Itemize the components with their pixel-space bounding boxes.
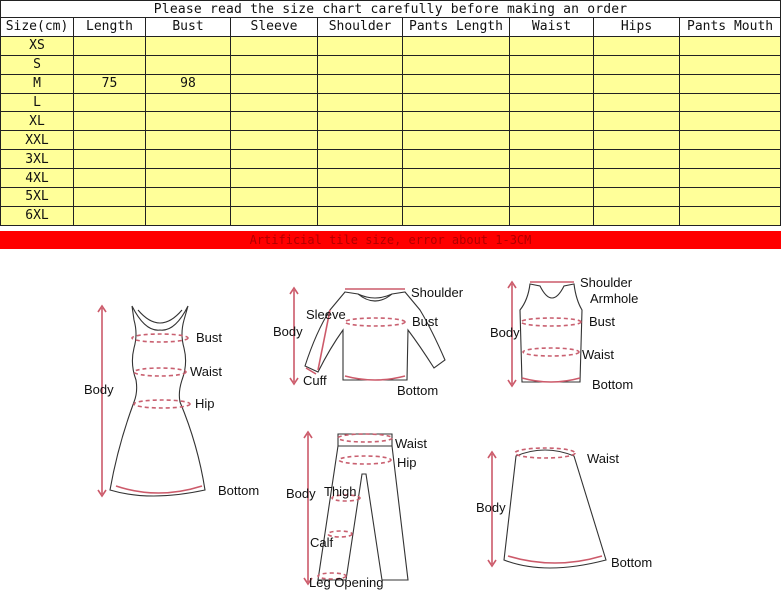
- measurement-cell: [318, 112, 403, 131]
- measurement-cell: [403, 112, 510, 131]
- table-row: [1, 74, 781, 93]
- dress-waist-line: [134, 368, 186, 376]
- measurement-cell: [594, 112, 680, 131]
- header-cell: Sleeve: [231, 18, 318, 37]
- measurement-cell: [231, 150, 318, 169]
- measurement-cell: [594, 169, 680, 188]
- measurement-cell: [510, 131, 594, 150]
- table-row: [1, 36, 781, 55]
- measurement-cell: [594, 55, 680, 74]
- measurement-cell: [594, 36, 680, 55]
- header-cell: Pants Mouth: [680, 18, 781, 37]
- vest-label-bust: Bust: [589, 314, 616, 329]
- measurement-cell: [146, 206, 231, 225]
- skirt-label-bottom: Bottom: [611, 555, 653, 570]
- pants-label-hip: Hip: [397, 455, 417, 470]
- measurement-cell: 98: [146, 74, 231, 93]
- measurement-cell: [146, 131, 231, 150]
- measurement-cell: [680, 150, 781, 169]
- size-chart-title: Please read the size chart carefully before making an order: [1, 1, 781, 18]
- skirt-label-body: Body: [476, 500, 506, 515]
- measurement-cell: [510, 169, 594, 188]
- measurement-cell: [74, 150, 146, 169]
- shirt-label-cuff: Cuff: [303, 373, 327, 388]
- measurement-cell: [510, 206, 594, 225]
- measurement-cell: [510, 36, 594, 55]
- shirt-label-shoulder: Shoulder: [411, 285, 464, 300]
- measurement-cell: [594, 188, 680, 207]
- header-cell: Hips: [594, 18, 680, 37]
- measurement-cell: [680, 93, 781, 112]
- skirt-label-waist: Waist: [587, 451, 620, 466]
- measurement-cell: [680, 36, 781, 55]
- vest-outline: [520, 284, 582, 382]
- measurement-cell: [594, 206, 680, 225]
- measurement-cell: [403, 36, 510, 55]
- table-row: [1, 169, 781, 188]
- measurement-cell: [74, 206, 146, 225]
- measurement-cell: [318, 188, 403, 207]
- measurement-cell: [403, 150, 510, 169]
- table-row: [1, 55, 781, 74]
- size-label-cell: 4XL: [1, 169, 74, 188]
- shirt-label-bust: Bust: [412, 314, 439, 329]
- measurement-cell: [680, 112, 781, 131]
- dress-label-body: Body: [84, 382, 114, 397]
- skirt-diagram: [476, 448, 652, 570]
- measurement-cell: [510, 150, 594, 169]
- measurement-cell: [74, 112, 146, 131]
- size-label-cell: XS: [1, 36, 74, 55]
- measurement-cell: [680, 206, 781, 225]
- pants-hip-line: [339, 456, 391, 464]
- measurement-cell: [403, 169, 510, 188]
- vest-label-waist: Waist: [582, 347, 615, 362]
- measurement-cell: [403, 74, 510, 93]
- measurement-cell: [680, 74, 781, 93]
- measurement-cell: [146, 93, 231, 112]
- measurement-cell: [318, 74, 403, 93]
- table-row: [1, 188, 781, 207]
- notice-text: Artificial tile size, error about 1-3CM: [249, 233, 532, 247]
- dress-neckline: [138, 310, 182, 323]
- vest-label-body: Body: [490, 325, 520, 340]
- measurement-cell: [318, 36, 403, 55]
- measurement-cell: [231, 112, 318, 131]
- measurement-cell: [231, 74, 318, 93]
- shirt-outline: [305, 292, 445, 380]
- header-cell: Shoulder: [318, 18, 403, 37]
- size-label-cell: M: [1, 74, 74, 93]
- measurement-cell: [231, 206, 318, 225]
- pants-label-thigh: Thigh: [324, 484, 357, 499]
- measurement-cell: [318, 169, 403, 188]
- measurement-cell: [231, 169, 318, 188]
- measurement-cell: [146, 169, 231, 188]
- measurement-cell: [510, 188, 594, 207]
- table-row: [1, 150, 781, 169]
- dress-label-bottom: Bottom: [218, 483, 260, 498]
- measurement-cell: [680, 131, 781, 150]
- pants-label-leg-opening: Leg Opening: [309, 575, 384, 590]
- pants-label-calf: Calf: [310, 535, 334, 550]
- shirt-diagram: [273, 285, 464, 398]
- measurement-cell: [318, 93, 403, 112]
- header-cell: Bust: [146, 18, 231, 37]
- measurement-cell: [594, 74, 680, 93]
- measurement-cell: [318, 131, 403, 150]
- measurement-cell: [231, 55, 318, 74]
- measurement-cell: [231, 188, 318, 207]
- measurement-cell: [318, 150, 403, 169]
- dress-outline: [110, 306, 205, 496]
- measurement-cell: [74, 36, 146, 55]
- measurement-cell: [318, 206, 403, 225]
- header-cell: Waist: [510, 18, 594, 37]
- size-label-cell: XXL: [1, 131, 74, 150]
- shirt-label-sleeve: Sleeve: [306, 307, 346, 322]
- pants-label-waist: Waist: [395, 436, 428, 451]
- measurement-cell: [231, 131, 318, 150]
- header-cell: Pants Length: [403, 18, 510, 37]
- dress-diagram: [84, 306, 259, 498]
- measurement-cell: [510, 55, 594, 74]
- size-label-cell: 6XL: [1, 206, 74, 225]
- shirt-bottom-line: [345, 376, 405, 380]
- size-label-cell: 3XL: [1, 150, 74, 169]
- vest-label-bottom: Bottom: [592, 377, 634, 392]
- measurement-cell: [74, 188, 146, 207]
- measurement-cell: [74, 169, 146, 188]
- measurement-cell: [74, 131, 146, 150]
- measurement-cell: [594, 150, 680, 169]
- measurement-cell: [74, 55, 146, 74]
- measurement-cell: [231, 93, 318, 112]
- measurement-cell: [318, 55, 403, 74]
- measurement-cell: [510, 74, 594, 93]
- vest-waist-line: [523, 348, 579, 356]
- table-row: [1, 206, 781, 225]
- table-row: [1, 112, 781, 131]
- size-label-cell: L: [1, 93, 74, 112]
- notice-bar: [0, 231, 781, 249]
- dress-bust-line: [132, 334, 188, 342]
- shirt-label-bottom: Bottom: [397, 383, 439, 398]
- size-table: [0, 0, 781, 226]
- header-row: [1, 18, 781, 37]
- vest-label-shoulder: Shoulder: [580, 275, 633, 290]
- vest-bust-line: [521, 318, 581, 326]
- measurement-cell: [146, 150, 231, 169]
- header-cell: Length: [74, 18, 146, 37]
- measurement-cell: [146, 112, 231, 131]
- table-row: [1, 93, 781, 112]
- measurement-cell: [403, 131, 510, 150]
- shirt-bust-line: [345, 318, 405, 326]
- pants-waist-line: [338, 434, 392, 442]
- header-size-cm: Size(cm): [1, 18, 74, 37]
- pants-label-body: Body: [286, 486, 316, 501]
- vest-label-armhole: Armhole: [590, 291, 639, 306]
- dress-hip-line: [134, 400, 190, 408]
- vest-bottom-line: [522, 378, 580, 382]
- skirt-bottom-line: [508, 556, 602, 563]
- dress-label-waist: Waist: [190, 364, 223, 379]
- measurement-cell: [680, 169, 781, 188]
- dress-bottom-line: [116, 486, 202, 493]
- measurement-cell: 75: [74, 74, 146, 93]
- measurement-cell: [146, 36, 231, 55]
- measurement-cell: [74, 93, 146, 112]
- measurement-cell: [403, 206, 510, 225]
- measurement-cell: [403, 93, 510, 112]
- size-label-cell: S: [1, 55, 74, 74]
- size-label-cell: 5XL: [1, 188, 74, 207]
- measurement-cell: [510, 93, 594, 112]
- measurement-cell: [594, 93, 680, 112]
- measurement-cell: [231, 36, 318, 55]
- pants-diagram: [286, 432, 427, 590]
- table-row: [1, 131, 781, 150]
- measurement-cell: [510, 112, 594, 131]
- measurement-cell: [146, 188, 231, 207]
- skirt-outline: [504, 450, 606, 568]
- measurement-diagrams: [0, 250, 781, 611]
- dress-label-hip: Hip: [195, 396, 215, 411]
- measurement-cell: [403, 55, 510, 74]
- measurement-cell: [403, 188, 510, 207]
- measurement-cell: [680, 55, 781, 74]
- shirt-label-body: Body: [273, 324, 303, 339]
- measurement-cell: [594, 131, 680, 150]
- measurement-cell: [146, 55, 231, 74]
- size-label-cell: XL: [1, 112, 74, 131]
- vest-diagram: [490, 275, 638, 392]
- measurement-cell: [680, 188, 781, 207]
- dress-label-bust: Bust: [196, 330, 223, 345]
